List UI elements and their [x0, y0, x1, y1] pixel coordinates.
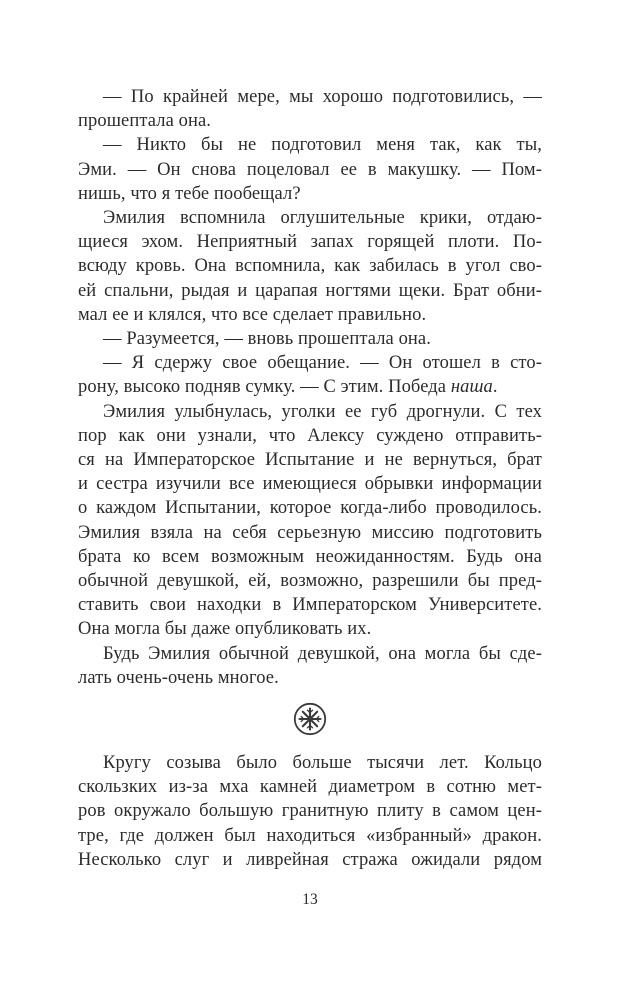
text-line: [78, 642, 542, 666]
text-line: [78, 327, 542, 351]
page-number: 13: [302, 891, 318, 908]
text-line: [78, 158, 542, 182]
text-line: [78, 775, 542, 799]
text-line: [78, 303, 542, 327]
text-line: [78, 593, 542, 617]
section-divider: [78, 702, 542, 738]
text-line: [78, 206, 542, 230]
text-line: [78, 521, 542, 545]
paragraph: [78, 400, 542, 642]
text-line: [78, 182, 542, 206]
text-line: [78, 751, 542, 775]
text-line: [78, 254, 542, 278]
paragraph: [78, 133, 542, 206]
paragraph: [78, 751, 542, 872]
text-line: [78, 472, 542, 496]
text-line: [78, 666, 542, 690]
text-segment: всюду кровь. Она вспомнила, как забилась в угол сво-: [78, 256, 542, 277]
text-segment: лать очень-очень многое.: [78, 667, 279, 688]
text-line: [78, 569, 542, 593]
text-line: [78, 496, 542, 520]
text-segment: брата ко всем возможным неожиданностям. Будь она: [78, 546, 542, 567]
text-segment: Кругу созыва было больше тысячи лет. Кольцо: [103, 753, 542, 774]
emphasized-text: наша: [450, 377, 493, 398]
text-segment: Будь Эмилия обычной девушкой, она могла бы сде-: [103, 643, 542, 664]
text-line: [78, 279, 542, 303]
text-line: [78, 799, 542, 823]
paragraph: [78, 327, 542, 351]
text-line: [78, 400, 542, 424]
paragraph: [78, 206, 542, 327]
text-section-top: [78, 85, 542, 690]
text-segment: — По крайней мере, мы хорошо подготовились, —: [103, 87, 542, 107]
text-segment: тре, где должен был находиться «избранный» дракон.: [78, 825, 542, 846]
paragraph: [78, 85, 542, 133]
text-segment: Эми. — Он снова поцеловал ее в макушку. — Пом-: [78, 159, 542, 180]
snowflake-circle-icon: [293, 702, 327, 736]
text-line: [78, 230, 542, 254]
text-segment: рону, высоко подняв сумку. — С этим. Победа: [78, 377, 451, 398]
text-segment: Эмилия взяла на себя серьезную миссию подготовить: [78, 522, 542, 543]
text-line: [78, 351, 542, 375]
text-line: [78, 448, 542, 472]
text-segment: обычной девушкой, ей, возможно, разрешили бы пред-: [78, 571, 542, 592]
text-line: [78, 85, 542, 109]
text-segment: Эмилия вспомнила оглушительные крики, отдаю-: [103, 208, 542, 229]
text-line: [78, 848, 542, 872]
text-segment: Эмилия улыбнулась, уголки ее губ дрогнули. С тех: [103, 401, 542, 422]
text-section-bottom: [78, 751, 542, 872]
text-segment: ров окружало большую гранитную плиту в самом цен-: [78, 801, 542, 822]
text-line: [78, 375, 542, 399]
paragraph: [78, 351, 542, 399]
text-segment: ставить свои находки в Императорском Университете.: [78, 595, 542, 616]
text-segment: щиеся эхом. Неприятный запах горящей плоти. По-: [78, 232, 542, 253]
text-segment: скользких из-за мха камней диаметром в сотню мет-: [78, 777, 542, 798]
text-line: [78, 824, 542, 848]
text-segment: прошептала она.: [78, 111, 211, 132]
text-segment: о каждом Испытании, которое когда-либо проводилось.: [78, 498, 542, 519]
paragraph: [78, 642, 542, 690]
text-segment: — Никто бы не подготовил меня так, как ты,: [103, 135, 542, 156]
text-segment: Она могла бы даже опубликовать их.: [78, 619, 372, 640]
text-line: [78, 133, 542, 157]
text-column: [78, 85, 542, 872]
text-segment: пор как они узнали, что Алексу суждено отправить-: [78, 425, 542, 446]
text-line: [78, 109, 542, 133]
text-segment: Несколько слуг и ливрейная стража ожидали рядом: [78, 849, 542, 870]
text-segment: ся на Императорское Испытание и не вернуться, брат: [78, 450, 542, 471]
text-line: [78, 424, 542, 448]
text-line: [78, 545, 542, 569]
text-segment: .: [492, 377, 498, 398]
text-segment: мал ее и клялся, что все сделает правильно.: [78, 304, 427, 325]
text-segment: — Разумеется, — вновь прошептала она.: [103, 329, 431, 350]
text-segment: ей спальни, рыдая и царапая ногтями щеки. Брат обни-: [78, 280, 542, 301]
text-segment: и сестра изучили все имеющиеся обрывки информации: [78, 474, 542, 495]
text-segment: нишь, что я тебе пообещал?: [78, 183, 301, 204]
text-segment: — Я сдержу свое обещание. — Он отошел в сто-: [103, 353, 542, 374]
text-line: [78, 617, 542, 641]
